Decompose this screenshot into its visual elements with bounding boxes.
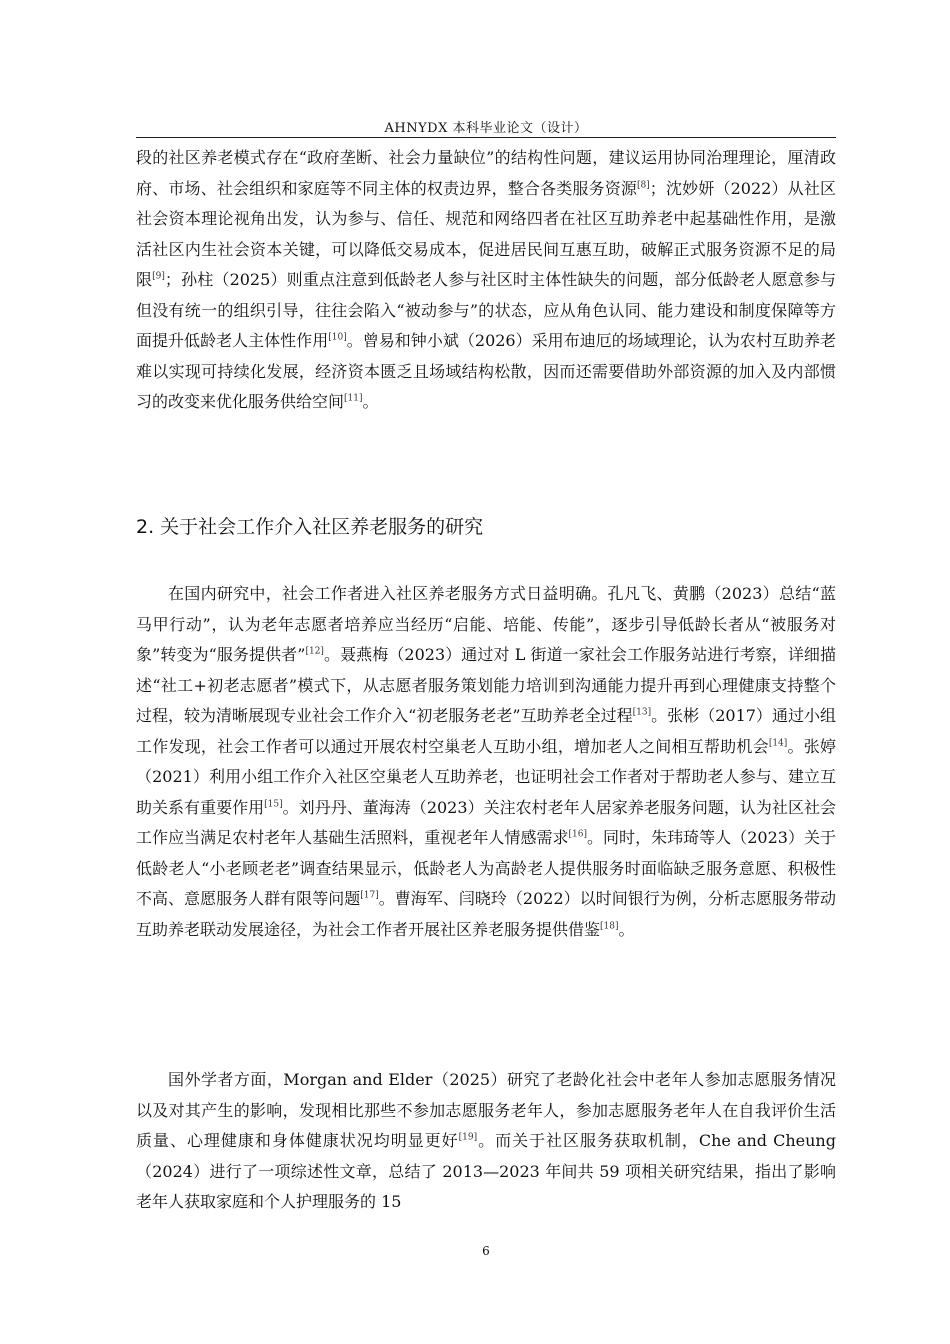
text-run: 。张婷（2021）利用小组工作介入社区空巢老人互助养老，也证明社会工作者对于帮助老人参与、建立互助关系有重要作用 (136, 736, 836, 817)
citation-marker: [8] (637, 180, 650, 191)
text-run: 。 (618, 919, 635, 939)
citation-marker: [10] (328, 332, 347, 343)
paragraph-domestic-research (136, 579, 836, 945)
text-run: 。曾易和钟小斌（2026）采用布迪厄的场域理论，认为农村互助养老难以实现可持续化发展，经济资本匮乏且场域结构松散，因而还需要借助外部资源的加入及内部惯习的改变来优化服务供给空间 (136, 331, 836, 411)
page-number: 6 (482, 1244, 490, 1258)
text-run: 。同时，朱玮琦等人（2023）关于低龄老人“小老顾老老”调查结果显示，低龄老人为高龄老人提供服务时面临缺乏服务意愿、积极性不高、意愿服务人群有限等问题 (136, 828, 836, 908)
text-run: 段的社区养老模式存在“政府垄断、社会力量缺位”的结构性问题，建议运用协同治理理论，厘清政府、市场、社会组织和家庭等不同主体的权责边界，整合各类服务资源 (136, 148, 836, 198)
citation-marker: [9] (152, 271, 165, 282)
text-run: 在国内研究中，社会工作者进入社区养老服务方式日益明确。孔凡飞、黄鹏（2023）总结“蓝马甲行动”，认为老年志愿者培养应当经历“启能、培能、传能”，逐步引导低龄长者从“被服务对象”转变为“服务提供者” (136, 584, 836, 664)
running-header: AHNYDX 本科毕业论文（设计） (384, 121, 588, 136)
section-heading: 2. 关于社会工作介入社区养老服务的研究 (136, 516, 484, 538)
citation-marker: [11] (344, 393, 363, 404)
citation-marker: [16] (568, 829, 587, 840)
text-run: 。张彬（2017）通过小组工作发现，社会工作者可以通过开展农村空巢老人互助小组，增加老人之间相互帮助机会 (136, 706, 836, 756)
paragraph-foreign-research (136, 1065, 836, 1218)
citation-marker: [18] (600, 921, 619, 932)
citation-marker: [17] (360, 890, 379, 901)
citation-marker: [12] (305, 646, 324, 657)
text-run: 。 (362, 392, 379, 411)
citation-marker: [19] (458, 1132, 478, 1143)
text-run: ；沈妙妍（2022）从社区社会资本理论视角出发，认为参与、信任、规范和网络四者在社区互助养老中起基础性作用，是激活社区内生社会资本关键，可以降低交易成本，促进居民间互惠互助，破解正式服务资源不足的局限 (136, 178, 836, 289)
text-run: ；孙柱（2025）则重点注意到低龄老人参与社区时主体性缺失的问题，部分低龄老人愿意参与但没有统一的组织引导，往往会陷入“被动参与”的状态，应从角色认同、能力建设和制度保障等方面提升低龄老人主体性作用 (136, 270, 836, 350)
text-run: 。曹海军、闫晓玲（2022）以时间银行为例，分析志愿服务带动互助养老联动发展途径，为社会工作者开展社区养老服务提供借鉴 (136, 889, 836, 939)
text-run: 。刘丹丹、董海涛（2023）关注农村老年人居家养老服务问题，认为社区社会工作应当满足农村老年人基础生活照料，重视老年人情感需求 (136, 797, 836, 847)
citation-marker: [14] (768, 738, 788, 749)
citation-marker: [15] (264, 799, 283, 810)
citation-marker: [13] (632, 707, 652, 718)
text-run: 国外学者方面，Morgan and Elder（2025）研究了老龄化社会中老年人参加志愿服务情况以及对其产生的影响，发现相比那些不参加志愿服务老年人，参加志愿服务老年人在自我评价生活质量、心理健康和身体健康状况均明显更好 (136, 1070, 836, 1150)
text-run: 。而关于社区服务获取机制，Che and Cheung（2024）进行了一项综述性文章，总结了 2013—2023 年间共 59 项相关研究结果，指出了影响老年人获取家庭和个人护理服务的 15 (136, 1131, 836, 1211)
paragraph-collaborative-governance (136, 143, 836, 418)
text-run: 。聂燕梅（2023）通过对 L 街道一家社会工作服务站进行考察，详细描述“社工+初老志愿者”模式下，从志愿者服务策划能力培训到沟通能力提升再到心理健康支持整个过程，较为清晰展现专业社会工作介入“初老服务老老”互助养老全过程 (136, 645, 836, 725)
header-rule (136, 137, 836, 138)
